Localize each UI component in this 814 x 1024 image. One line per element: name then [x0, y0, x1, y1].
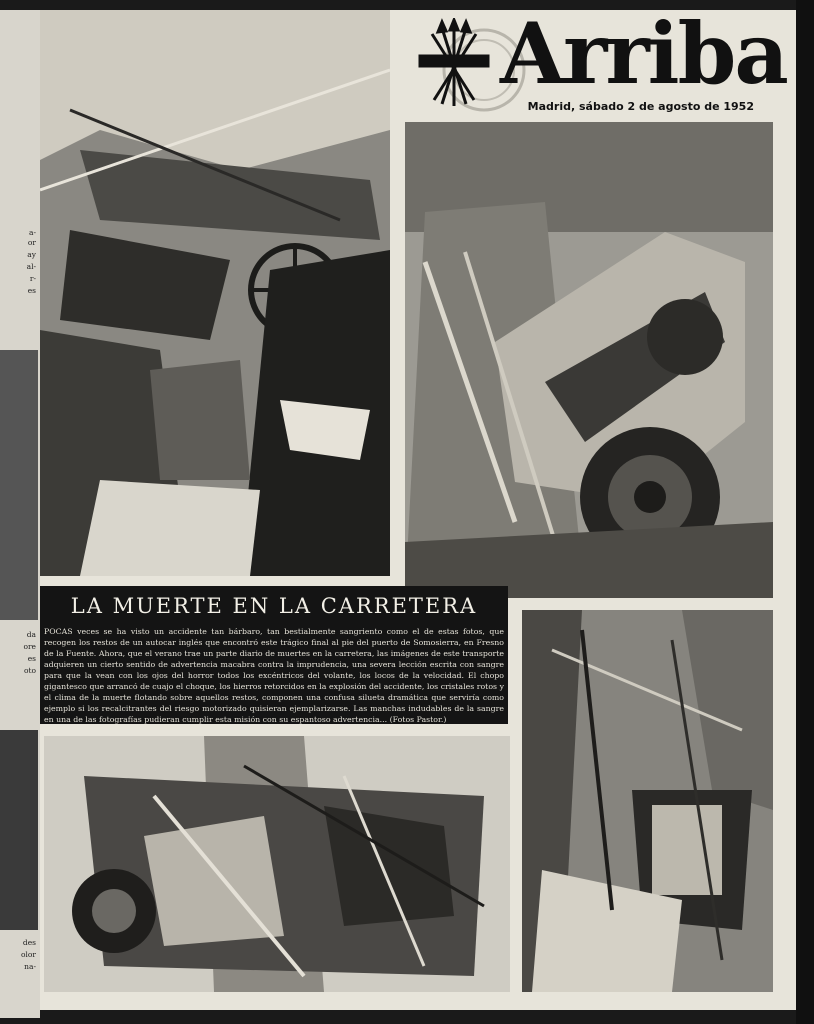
photo-wreck-side — [522, 610, 773, 992]
fragment-text: na- — [24, 962, 36, 971]
dateline: Madrid, sábado 2 de agosto de 1952 — [527, 100, 754, 113]
photo-wreck-tree — [405, 122, 773, 598]
fragment-text: ore — [23, 642, 36, 651]
photo-wreck-interior — [40, 10, 390, 576]
adjacent-photo — [0, 730, 38, 930]
article-body: POCAS veces se ha visto un accidente tan bárbaro, tan bestialmente sangriento como el de estas fotos, que recogen los restos de un autocar inglés que encontró este trágico final al pie del puerto de Somosierra, en Fresno de la Fuente. Ahora, que el verano trae un parte diario de muertes en la carretera, las imágenes de este transporte adquieren un cierto sentido de advertencia macabra contra la imprudencia, una severa lección escrita con sangre para que la vean con los ojos del horror todos los excéntricos del volante, los locos de la velocidad. El chopo gigantesco que arrancó de cuajo el choque, los hierros retorcidos en la explosión del accidente, los cristales rotos y el clima de la muerte flotando sobre aquellos restos, componen una confusa silueta dramática que serviría como ejemplo si los recalcitrantes del riesgo motorizado quisieran ejemplarizarse. Las manchas indudables de la sangre en una de las fotografías pudieran cumplir esta misión con su espantoso advertencia... (Fotos Pastor.) — [44, 627, 504, 724]
fragment-text: olor — [20, 950, 36, 959]
fragment-text: r- — [29, 274, 36, 283]
photo-wreck-debris — [44, 736, 510, 992]
fragment-text: a- — [28, 228, 36, 237]
photo-wreck-interior-image — [40, 10, 390, 576]
photo-wreck-debris-image — [44, 736, 510, 992]
fragment-text: or — [27, 238, 36, 247]
article-headline: LA MUERTE EN LA CARRETERA — [70, 594, 478, 618]
masthead — [400, 4, 787, 120]
adjacent-photo — [0, 350, 38, 620]
article-caption-box — [40, 586, 508, 724]
fragment-text: oto — [23, 666, 36, 675]
photo-wreck-side-image — [522, 610, 773, 992]
fragment-text: es — [27, 654, 36, 663]
fragment-text: ay — [27, 250, 36, 259]
masthead-title: Arriba — [500, 4, 787, 103]
fragment-text: al- — [26, 262, 36, 271]
photo-wreck-tree-image — [405, 122, 773, 598]
scan-right-edge — [796, 0, 814, 1024]
fragment-text: es — [27, 286, 36, 295]
adjacent-page-strip — [0, 10, 40, 1018]
newspaper-page — [40, 4, 796, 1010]
fragment-text: des — [22, 938, 36, 947]
fragment-text: da — [26, 630, 36, 639]
